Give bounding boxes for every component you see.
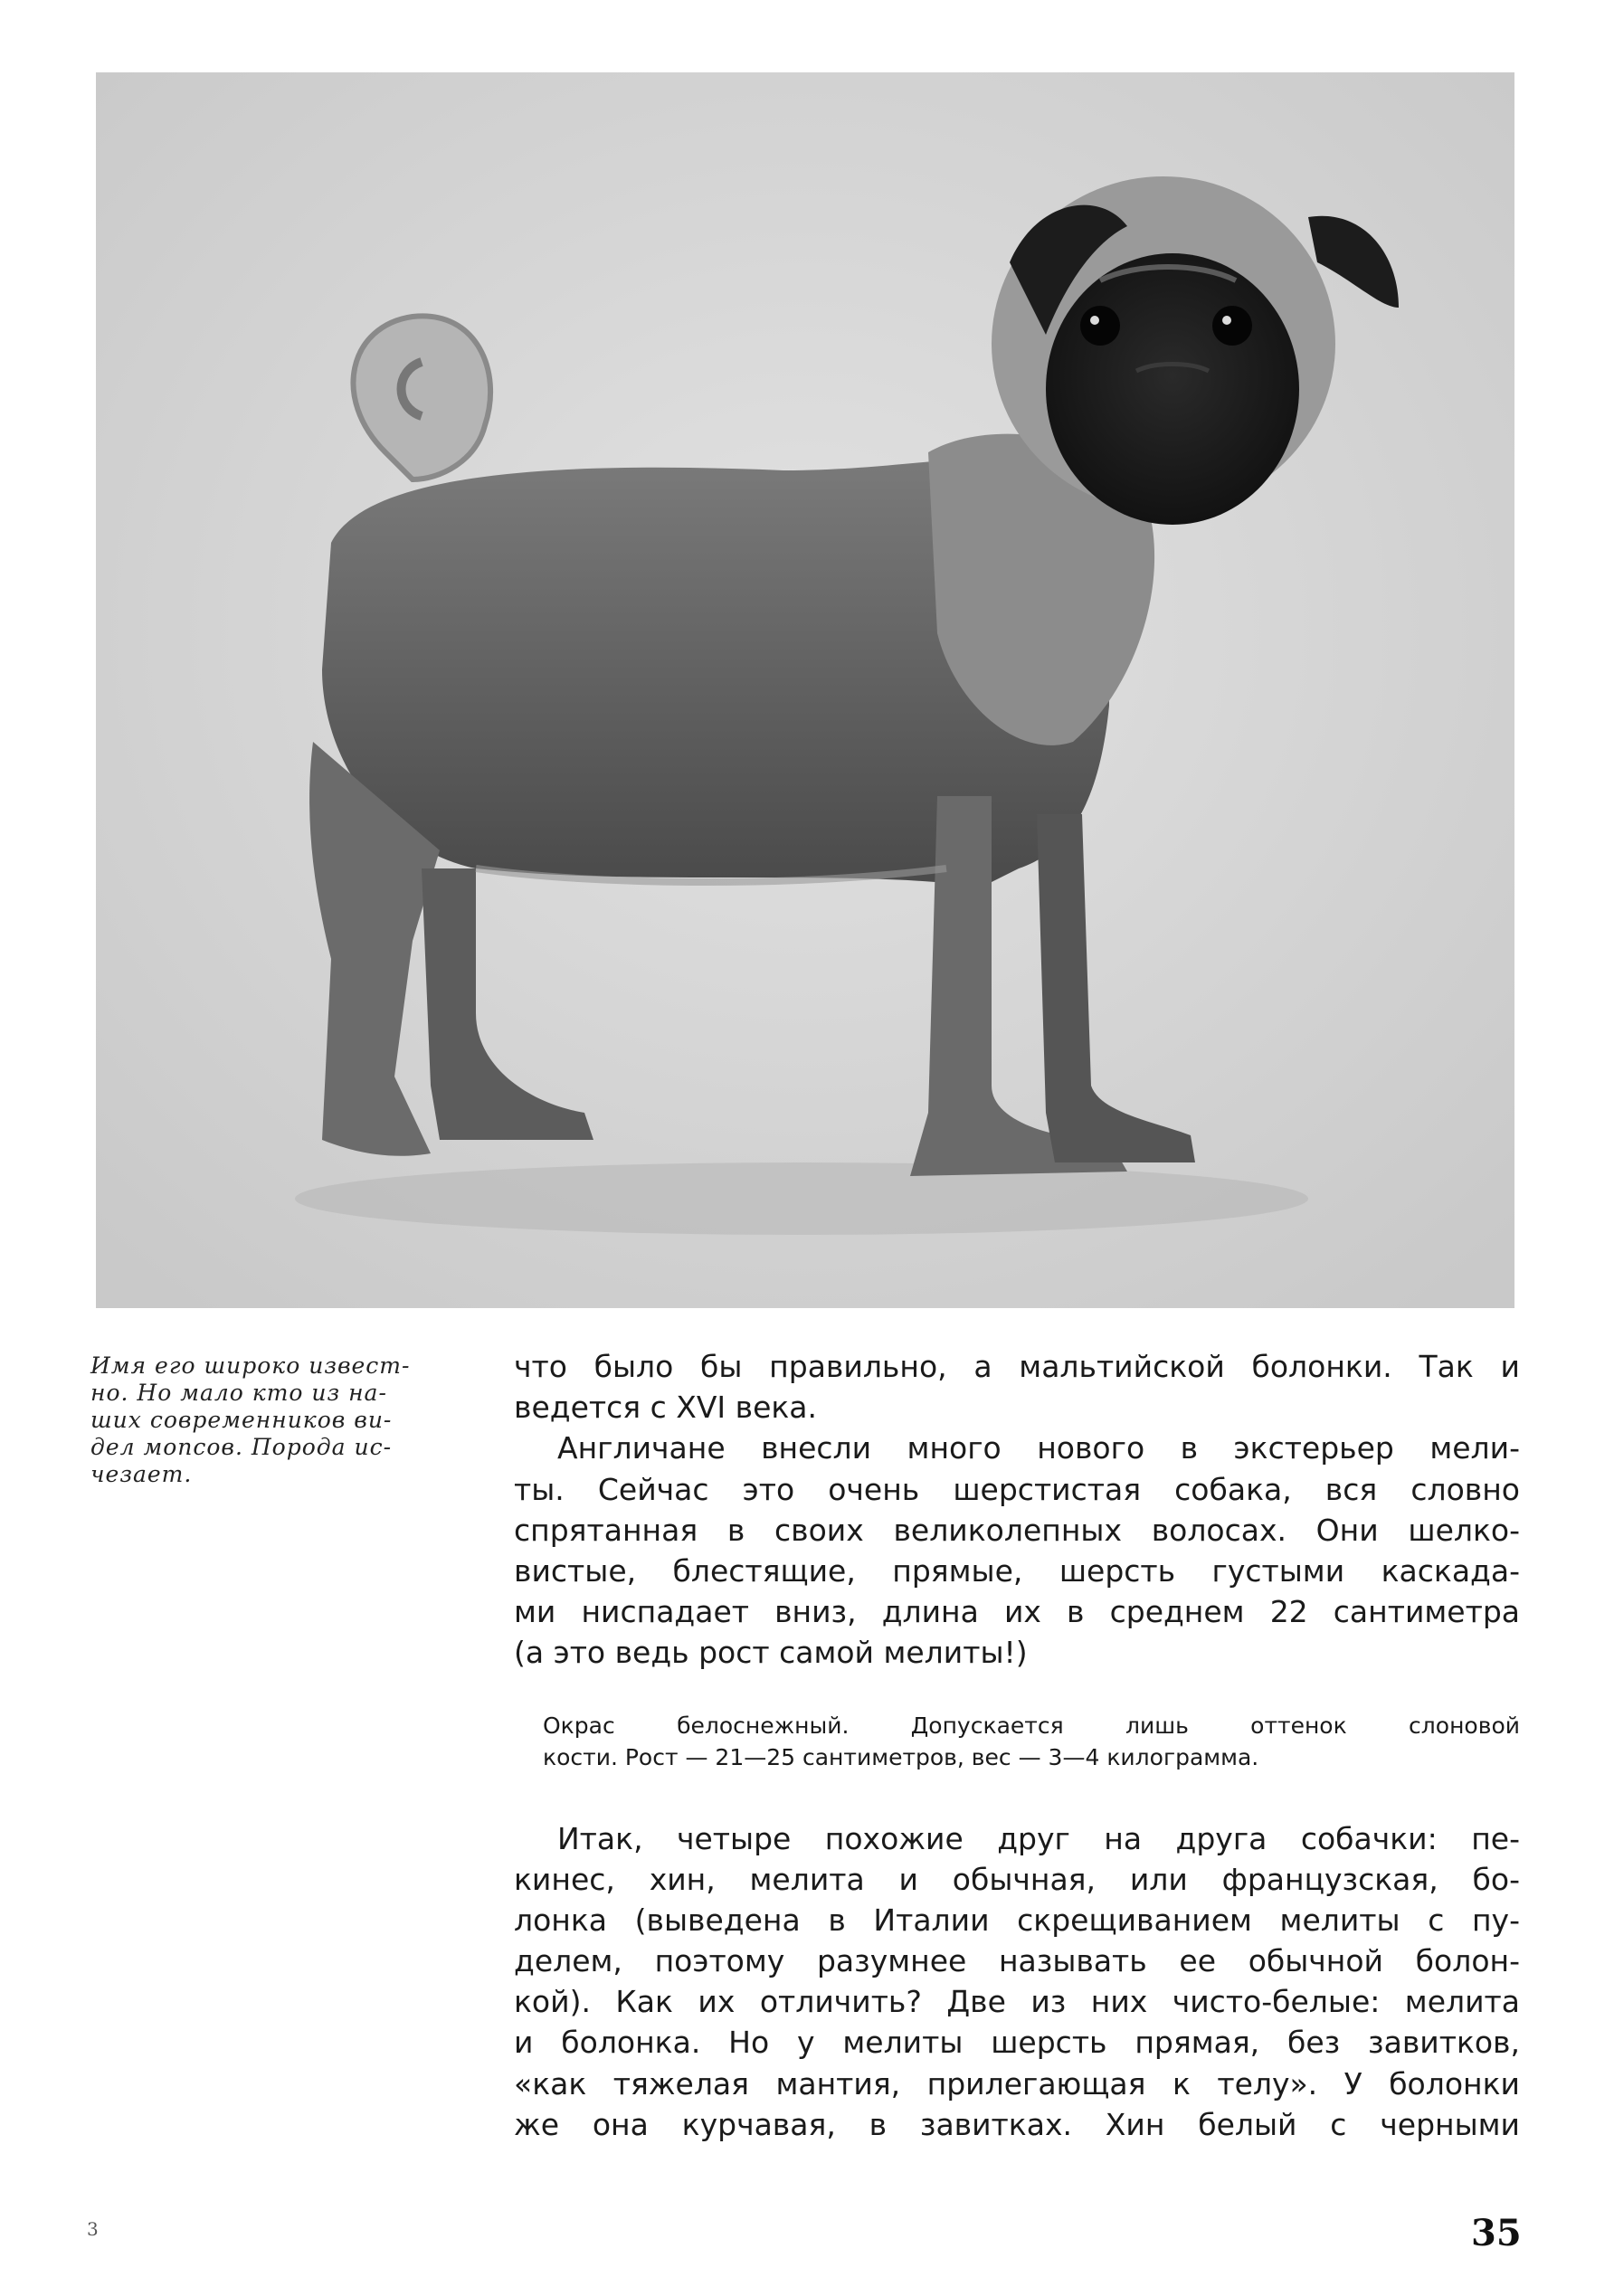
text-line: ми ниспадает вниз, длина их в среднем 22 сантиметра — [514, 1594, 1520, 1630]
text-line: кой). Как их отличить? Две из них чисто-белые: мелита — [514, 1984, 1520, 2020]
text-line: лонка (выведена в Италии скрещиванием мелиты с пу- — [514, 1902, 1520, 1938]
photo-caption — [90, 1352, 470, 1488]
caption-line: ших современников ви- — [90, 1407, 393, 1433]
caption-line: чезает. — [90, 1461, 193, 1487]
paragraph-1 — [514, 1346, 1520, 1428]
text-line: Англичане внесли много нового в экстерьер мели- — [557, 1430, 1520, 1466]
text-line: спрятанная в своих великолепных волосах. Они шелко- — [514, 1512, 1520, 1548]
paragraph-3 — [514, 1818, 1520, 2146]
text-line: же она курчавая, в завитках. Хин белый с черными — [514, 2106, 1520, 2142]
text-line: «как тяжелая мантия, прилегающая к телу». У болонки — [514, 2065, 1520, 2102]
text-line: что было бы правильно, а мальтийской болонки. Так и — [514, 1349, 1520, 1384]
note-line: кости. Рост — 21—25 сантиметров, вес — 3—4 килограмма. — [543, 1743, 1259, 1770]
text-line: ведется с XVI века. — [514, 1390, 818, 1426]
caption-line: но. Но мало кто из на- — [90, 1380, 387, 1406]
breed-standard-note — [514, 1710, 1520, 1773]
text-line: ты. Сейчас это очень шерстистая собака, вся словно — [514, 1471, 1520, 1507]
text-line: (а это ведь рост самой мелиты!) — [514, 1635, 1028, 1671]
caption-line: дел мопсов. Порода ис- — [90, 1434, 393, 1460]
text-line: Итак, четыре похожие друг на друга собачки: пе- — [557, 1820, 1520, 1856]
caption-line: Имя его широко извест- — [90, 1352, 411, 1379]
note-line: Окрас белоснежный. Допускается лишь оттенок слоновой — [543, 1712, 1520, 1739]
text-line: вистые, блестящие, прямые, шерсть густыми каскада- — [514, 1552, 1520, 1589]
page-number: 35 — [1471, 2212, 1522, 2254]
text-line: и болонка. Но у мелиты шерсть прямая, без завитков, — [514, 2025, 1520, 2061]
text-line: делем, поэтому разумнее называть ее обычной болон- — [514, 1943, 1520, 1979]
text-line: кинес, хин, мелита и обычная, или французская, бо- — [514, 1861, 1520, 1897]
main-text-column — [514, 1346, 1520, 2145]
paragraph-2 — [514, 1428, 1520, 1673]
margin-mark: 3 — [87, 2218, 99, 2240]
pug-illustration — [96, 72, 1514, 1308]
pug-photograph — [96, 72, 1514, 1308]
